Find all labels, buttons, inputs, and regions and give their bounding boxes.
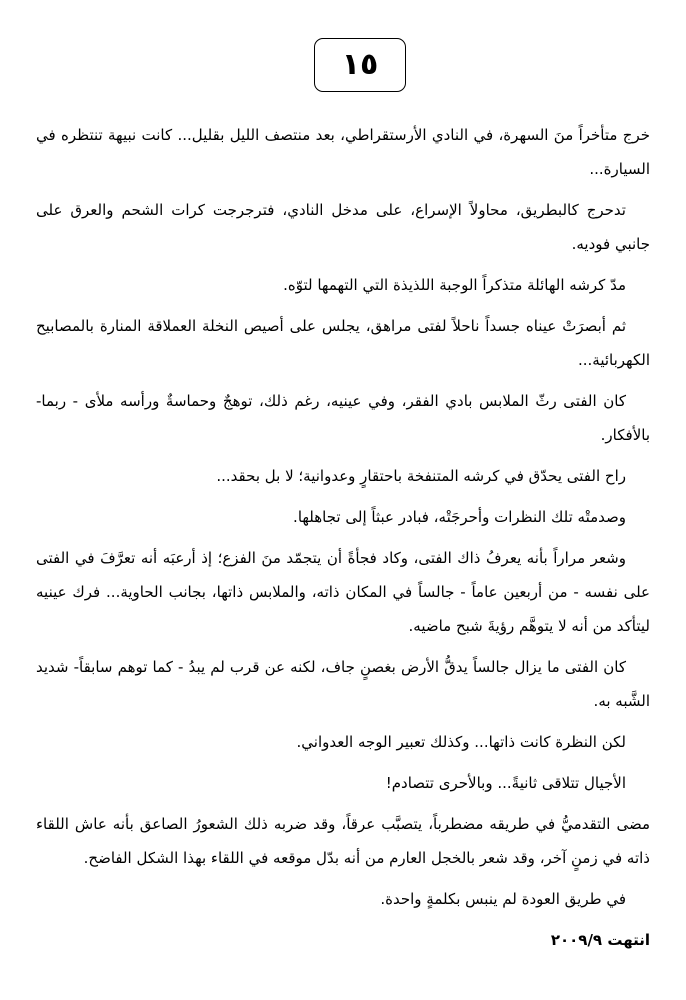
paragraph-1: خرج متأخراً منَ السهرة، في النادي الأرستقراطي، بعد منتصف الليل بقليل... كانت نبيهة تنتظره في السيارة...: [36, 126, 650, 178]
chapter-number: ١٥: [341, 47, 379, 82]
paragraph-8: وشعر مراراً بأنه يعرفُ ذاك الفتى، وكاد فجأةً أن يتجمّد منَ الفزع؛ إذ أرعبَه أنه تعرَّفَ في الفتى على نفسه - من أربعين عاماً - جالساً في المكان ذاته، والملابس ذاتها، بجانب الحاوية... فرك عينيه ليتأكد من أنه لا يتوهَّم رؤيةَ شبح ماضيه.: [36, 549, 650, 635]
ending-date: انتهت ٢٠٠٩/٩: [550, 931, 650, 949]
paragraph-3: مدّ كرشه الهائلة متذكراً الوجبة اللذيذة التي التهمها لتوّه.: [283, 276, 626, 294]
paragraph-10: لكن النظرة كانت ذاتها... وكذلك تعبير الوجه العدواني.: [296, 733, 626, 751]
chapter-number-box: [314, 38, 406, 92]
paragraph-13: في طريق العودة لم ينبس بكلمةٍ واحدة.: [380, 890, 626, 908]
paragraph-5: كان الفتى رثّ الملابس بادي الفقر، وفي عينيه، رغم ذلك، توهجٌ وحماسةٌ ورأسه ملأى - ربما- بالأفكار.: [36, 392, 650, 444]
paragraph-12: مضى التقدميُّ في طريقه مضطرباً، يتصبَّب عرقاً، وقد ضربه ذلك الشعورُ الصاعق بأنه عاش اللقاء ذاته في زمنٍ آخر، وقد شعر بالخجل العارم من أنه بدّل موقعه في اللقاء بهذا الشكل الفاضح.: [36, 815, 650, 867]
paragraph-9: كان الفتى ما يزال جالساً يدقُّ الأرض بغصنٍ جاف، لكنه عن قرب لم يبدُ - كما توهم سابقاً- شديد الشَّبه به.: [36, 658, 650, 710]
story-text: [36, 118, 650, 957]
paragraph-7: وصدمتْه تلك النظرات وأحرجَتْه، فبادر عبثاً إلى تجاهلها.: [293, 508, 626, 526]
paragraph-4: ثم أبصرَتْ عيناه جسداً ناحلاً لفتى مراهق، يجلس على أصيص النخلة العملاقة المنارة بالمصابيح الكهربائية...: [36, 317, 650, 369]
paragraph-2: تدحرج كالبطريق، محاولاً الإسراع، على مدخل النادي، فترجرجت كرات الشحم والعرق على جانبي فوديه.: [36, 201, 650, 253]
paragraph-6: راح الفتى يحدّق في كرشه المتنفخة باحتقارٍ وعدوانية؛ لا بل بحقد...: [216, 467, 626, 485]
paragraph-11: الأجيال تتلاقى ثانيةً... وبالأحرى تتصادم!: [385, 774, 626, 792]
